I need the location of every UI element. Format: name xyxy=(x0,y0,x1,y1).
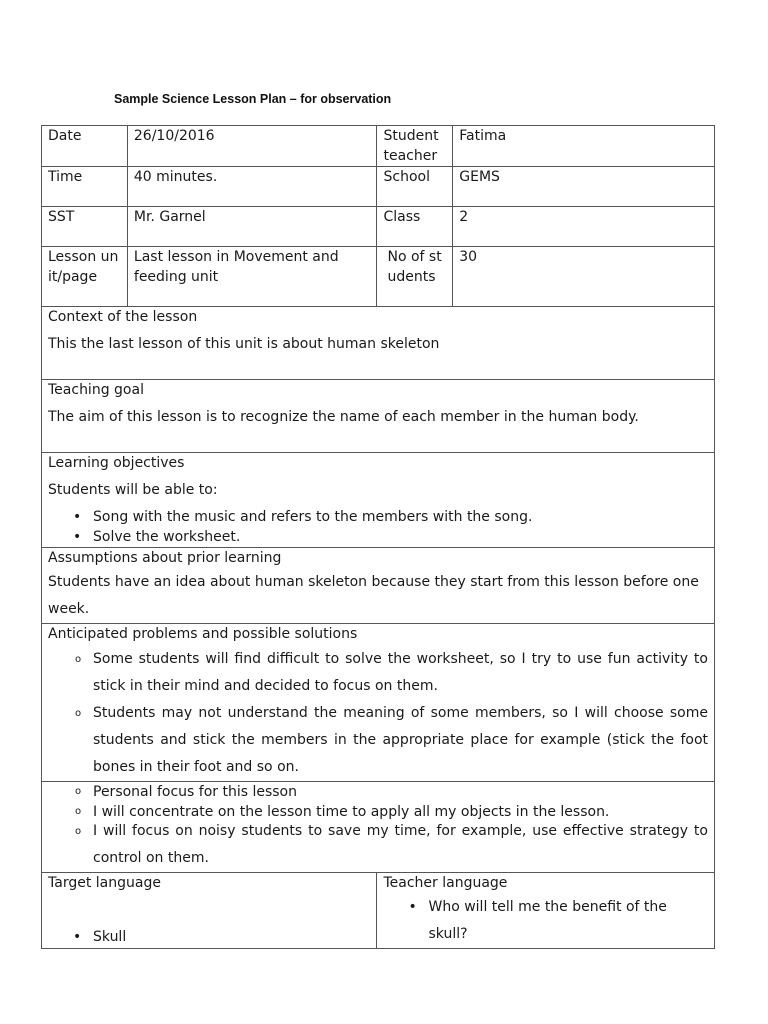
problems-cell xyxy=(42,624,715,782)
sst-label: SST xyxy=(42,207,128,247)
students-value: 30 xyxy=(453,247,715,307)
sst-value: Mr. Garnel xyxy=(127,207,377,247)
date-label: Date xyxy=(42,126,128,167)
assumptions-text: Students have an idea about human skeleton because they start from this lesson before one week. xyxy=(48,574,699,617)
list-item: o Students may not understand the meaning of some members, so I will choose some students and stick the members in the appropriate place for example (stick the foot bones in their foot and so on. xyxy=(93,700,708,781)
row-unit xyxy=(42,247,715,307)
list-item: • Skull xyxy=(93,927,370,947)
school-label: School xyxy=(377,167,453,207)
assumptions-heading: Assumptions about prior learning xyxy=(48,550,282,566)
goal-text: The aim of this lesson is to recognize the name of each member in the human body. xyxy=(48,409,639,425)
unit-label: Lesson unit/page xyxy=(42,247,128,307)
time-label: Time xyxy=(42,167,128,207)
list-item: o Some students will find difficult to solve the worksheet, so I try to use fun activity to stick in their mind and decided to focus on them. xyxy=(93,646,708,700)
objectives-cell xyxy=(42,453,715,548)
teacher-language-heading: Teacher language xyxy=(383,875,508,891)
goal-heading: Teaching goal xyxy=(48,382,144,398)
students-label: No of students xyxy=(377,247,453,307)
target-language-heading: Target language xyxy=(48,875,161,891)
objectives-list xyxy=(48,507,708,547)
student-teacher-value: Fatima xyxy=(453,126,715,167)
row-date xyxy=(42,126,715,167)
list-item: o I will concentrate on the lesson time to apply all my objects in the lesson. xyxy=(93,802,708,822)
row-assumptions xyxy=(42,548,715,624)
row-context xyxy=(42,307,715,380)
lesson-plan-table xyxy=(41,125,715,949)
row-objectives xyxy=(42,453,715,548)
list-item: • Solve the worksheet. xyxy=(93,527,708,547)
time-value: 40 minutes. xyxy=(127,167,377,207)
class-label: Class xyxy=(377,207,453,247)
school-value: GEMS xyxy=(453,167,715,207)
date-value: 26/10/2016 xyxy=(127,126,377,167)
context-cell xyxy=(42,307,715,380)
objectives-intro: Students will be able to: xyxy=(48,482,218,498)
row-goal xyxy=(42,380,715,453)
problems-heading: Anticipated problems and possible solutions xyxy=(48,626,358,642)
objectives-heading: Learning objectives xyxy=(48,455,185,471)
row-sst xyxy=(42,207,715,247)
target-language-cell xyxy=(42,873,377,949)
focus-cell xyxy=(42,782,715,873)
assumptions-cell xyxy=(42,548,715,624)
row-language xyxy=(42,873,715,949)
teacher-language-cell xyxy=(377,873,715,949)
problems-list xyxy=(48,646,708,781)
context-heading: Context of the lesson xyxy=(48,309,198,325)
list-item: • Song with the music and refers to the members with the song. xyxy=(93,507,708,527)
focus-list xyxy=(48,782,708,872)
list-item: • Who will tell me the benefit of the skull? xyxy=(428,894,708,948)
goal-cell xyxy=(42,380,715,453)
student-teacher-label: Student teacher xyxy=(377,126,453,167)
row-problems xyxy=(42,624,715,782)
unit-value: Last lesson in Movement and feeding unit xyxy=(127,247,377,307)
document-title: Sample Science Lesson Plan – for observation xyxy=(114,92,392,106)
context-text: This the last lesson of this unit is about human skeleton xyxy=(48,336,440,352)
target-language-list xyxy=(48,927,370,947)
row-focus xyxy=(42,782,715,873)
list-item: o Personal focus for this lesson xyxy=(93,782,708,802)
teacher-language-list xyxy=(383,894,708,948)
class-value: 2 xyxy=(453,207,715,247)
row-time xyxy=(42,167,715,207)
list-item: o I will focus on noisy students to save my time, for example, use effective strategy to control on them. xyxy=(93,818,708,872)
